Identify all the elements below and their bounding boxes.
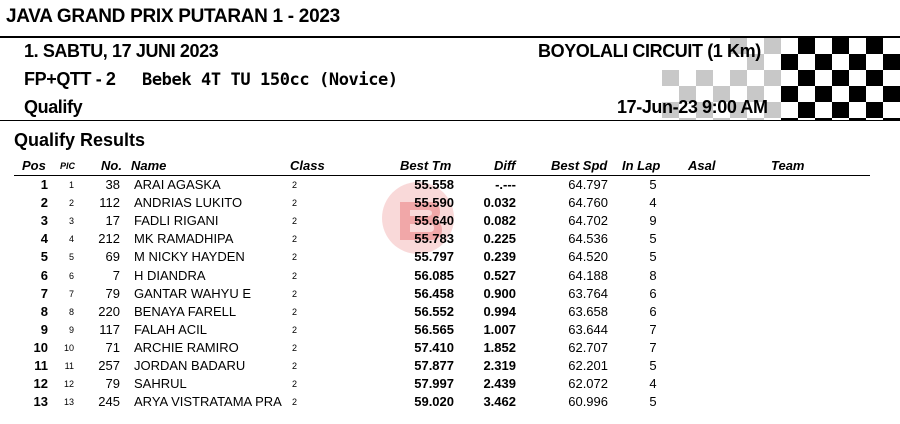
- flag-square: [883, 86, 900, 102]
- result-best-time: 55.590: [414, 195, 454, 211]
- result-diff: 1.852: [483, 339, 516, 355]
- result-in-lap: 9: [649, 213, 657, 229]
- result-number: 220: [98, 303, 120, 319]
- result-name: GANTAR WAHYU E: [134, 285, 252, 301]
- result-pic: 10: [63, 342, 74, 353]
- result-best-time: 56.085: [414, 267, 454, 283]
- result-best-time: 59.020: [414, 394, 454, 410]
- result-best-speed: 64.760: [568, 195, 608, 211]
- result-best-time: 55.558: [414, 177, 454, 192]
- class-name: Bebek 4T TU 150cc (Novice): [142, 70, 398, 90]
- result-number: 7: [112, 267, 120, 283]
- result-diff: 0.900: [483, 285, 516, 301]
- result-name: ANDRIAS LUKITO: [134, 195, 243, 211]
- result-number: 212: [98, 231, 120, 247]
- result-pos: 10: [33, 339, 48, 355]
- result-name: FADLI RIGANI: [134, 213, 219, 229]
- table-row: [0, 195, 900, 213]
- col-header-diff: Diff: [494, 158, 516, 173]
- flag-square: [798, 70, 815, 86]
- table-row: [0, 249, 900, 267]
- flag-square: [832, 70, 849, 86]
- result-best-time: 56.565: [414, 321, 454, 337]
- result-best-time: 55.797: [414, 249, 454, 265]
- result-best-time: 56.552: [414, 303, 454, 319]
- result-number: 79: [105, 376, 120, 392]
- flag-square: [662, 70, 679, 86]
- result-class: 2: [292, 397, 298, 408]
- result-class: 2: [292, 216, 298, 227]
- result-number: 71: [105, 339, 120, 355]
- result-class: 2: [292, 342, 298, 353]
- circuit-name: BOYOLALI CIRCUIT (1 Km): [538, 41, 761, 61]
- result-in-lap: 5: [649, 249, 657, 265]
- flag-square: [781, 54, 798, 70]
- table-row: [0, 268, 900, 286]
- result-in-lap: 7: [649, 339, 657, 355]
- result-class: 2: [292, 324, 298, 335]
- result-in-lap: 6: [649, 303, 657, 319]
- result-best-speed: 63.658: [568, 303, 608, 319]
- result-pos: 11: [34, 358, 48, 373]
- result-number: 117: [99, 321, 120, 337]
- col-header-no: No.: [101, 158, 122, 173]
- result-name: SAHRUL: [134, 376, 187, 392]
- col-header-best-tm: Best Tm: [400, 158, 452, 173]
- table-row: [0, 213, 900, 231]
- result-class: 2: [292, 252, 298, 263]
- table-row: [0, 231, 900, 249]
- flag-square: [696, 70, 713, 86]
- result-best-time: 57.877: [414, 358, 454, 373]
- col-header-pos: Pos: [22, 158, 46, 173]
- result-best-time: 57.410: [414, 339, 454, 355]
- result-diff: 0.032: [483, 195, 516, 211]
- col-header-team: Team: [771, 158, 805, 173]
- result-diff: 0.239: [483, 249, 516, 265]
- result-pos: 12: [33, 376, 48, 392]
- table-row: [0, 286, 900, 304]
- result-pic: 3: [68, 216, 74, 227]
- result-class: 2: [292, 234, 298, 245]
- result-pic: 2: [68, 198, 74, 209]
- table-row: [0, 358, 900, 376]
- result-best-time: 57.997: [414, 376, 454, 392]
- result-class: 2: [292, 270, 298, 281]
- result-diff: 0.082: [483, 213, 516, 229]
- table-row: [0, 177, 900, 195]
- result-name: BENAYA FARELL: [134, 303, 237, 319]
- result-diff: 0.225: [483, 231, 516, 247]
- table-row: [0, 376, 900, 394]
- result-in-lap: 5: [649, 394, 657, 410]
- result-best-speed: 64.520: [568, 249, 608, 265]
- result-class: 2: [292, 198, 298, 209]
- result-pos: 5: [40, 249, 48, 265]
- result-pic: 8: [68, 306, 74, 317]
- result-diff: 3.462: [483, 394, 516, 410]
- result-number: 257: [98, 358, 120, 373]
- result-pic: 11: [64, 361, 74, 371]
- result-class: 2: [292, 180, 298, 190]
- col-header-in-lap: In Lap: [622, 158, 661, 173]
- result-name: H DIANDRA: [134, 267, 206, 283]
- result-best-speed: 63.764: [568, 285, 608, 301]
- result-best-speed: 60.996: [568, 394, 608, 410]
- result-in-lap: 5: [649, 231, 657, 247]
- table-row: [0, 304, 900, 322]
- event-title: JAVA GRAND PRIX PUTARAN 1 - 2023: [6, 6, 340, 27]
- result-best-time: 55.640: [414, 213, 454, 229]
- result-pic: 6: [68, 270, 74, 281]
- col-header-class: Class: [290, 158, 325, 173]
- result-diff: 2.439: [483, 376, 516, 392]
- result-pos: 6: [40, 267, 48, 283]
- flag-square: [764, 70, 781, 86]
- result-best-speed: 64.536: [568, 231, 608, 247]
- result-name: ARYA VISTRATAMA PRA: [134, 394, 282, 410]
- result-diff: 1.007: [483, 321, 516, 337]
- result-number: 79: [105, 285, 120, 301]
- flag-square: [730, 70, 747, 86]
- col-header-pic: PIC: [60, 161, 76, 171]
- flag-square: [815, 86, 832, 102]
- result-pic: 13: [63, 397, 74, 408]
- result-best-speed: 64.702: [568, 213, 608, 229]
- result-best-time: 56.458: [414, 285, 454, 301]
- result-in-lap: 5: [649, 177, 657, 192]
- col-header-name: Name: [131, 158, 167, 173]
- result-best-speed: 62.707: [568, 339, 608, 355]
- result-best-speed: 62.201: [568, 358, 608, 373]
- table-row: [0, 322, 900, 340]
- result-best-speed: 64.797: [568, 177, 608, 192]
- result-class: 2: [292, 361, 298, 371]
- flag-square: [866, 70, 883, 86]
- result-pos: 9: [40, 321, 48, 337]
- flag-square: [781, 86, 798, 102]
- result-pic: 5: [68, 252, 74, 263]
- flag-square: [849, 54, 866, 70]
- result-pos: 2: [40, 195, 48, 211]
- result-pic: 12: [63, 379, 74, 390]
- result-class: 2: [292, 306, 298, 317]
- result-best-speed: 62.072: [568, 376, 608, 392]
- flag-square: [798, 38, 815, 54]
- col-header-asal: Asal: [688, 158, 716, 173]
- result-pos: 1: [40, 177, 48, 192]
- result-number: 38: [105, 177, 120, 192]
- table-row: [0, 340, 900, 358]
- result-name: ARCHIE RAMIRO: [134, 339, 239, 355]
- result-number: 69: [105, 249, 120, 265]
- table-header-rule: [14, 175, 870, 176]
- session-type: Qualify: [24, 97, 83, 117]
- header-bottom-rule: [0, 120, 900, 121]
- result-name: JORDAN BADARU: [134, 358, 246, 373]
- table-row: [0, 394, 900, 412]
- flag-square: [832, 102, 849, 118]
- result-pos: 13: [33, 394, 48, 410]
- result-best-speed: 64.188: [568, 267, 608, 283]
- result-diff: 2.319: [483, 358, 516, 373]
- result-in-lap: 5: [649, 358, 657, 373]
- result-best-speed: 63.644: [568, 321, 608, 337]
- result-pos: 8: [40, 303, 48, 319]
- section-title: Qualify Results: [14, 130, 146, 150]
- result-class: 2: [292, 379, 298, 390]
- result-in-lap: 8: [649, 267, 657, 283]
- result-name: ARAI AGASKA: [134, 177, 221, 192]
- result-in-lap: 7: [649, 321, 657, 337]
- flag-square: [849, 86, 866, 102]
- session-code: FP+QTT - 2: [24, 69, 116, 89]
- result-pos: 4: [40, 231, 48, 247]
- result-number: 112: [99, 195, 120, 211]
- result-number: 245: [98, 394, 120, 410]
- col-header-best-spd: Best Spd: [551, 158, 608, 173]
- flag-square: [832, 38, 849, 54]
- session-timestamp: 17-Jun-23 9:00 AM: [617, 97, 768, 117]
- result-in-lap: 4: [649, 376, 657, 392]
- result-name: FALAH ACIL: [134, 321, 207, 337]
- result-number: 17: [105, 213, 120, 229]
- flag-square: [798, 102, 815, 118]
- event-date: 1. SABTU, 17 JUNI 2023: [24, 41, 219, 61]
- result-diff: -.---: [495, 177, 516, 192]
- result-pos: 7: [40, 285, 48, 301]
- result-pos: 3: [40, 213, 48, 229]
- result-pic: 7: [68, 288, 74, 299]
- flag-square: [866, 102, 883, 118]
- flag-square: [866, 38, 883, 54]
- result-in-lap: 6: [649, 285, 657, 301]
- flag-square: [883, 54, 900, 70]
- flag-square: [764, 38, 781, 54]
- result-pic: 9: [68, 324, 74, 335]
- result-diff: 0.527: [483, 267, 516, 283]
- result-best-time: 55.783: [414, 231, 454, 247]
- result-class: 2: [292, 288, 298, 299]
- result-name: MK RAMADHIPA: [134, 231, 234, 247]
- result-in-lap: 4: [649, 195, 657, 211]
- result-name: M NICKY HAYDEN: [134, 249, 245, 265]
- flag-square: [815, 54, 832, 70]
- result-diff: 0.994: [483, 303, 516, 319]
- result-pic: 4: [68, 234, 74, 245]
- result-pic: 1: [68, 180, 74, 190]
